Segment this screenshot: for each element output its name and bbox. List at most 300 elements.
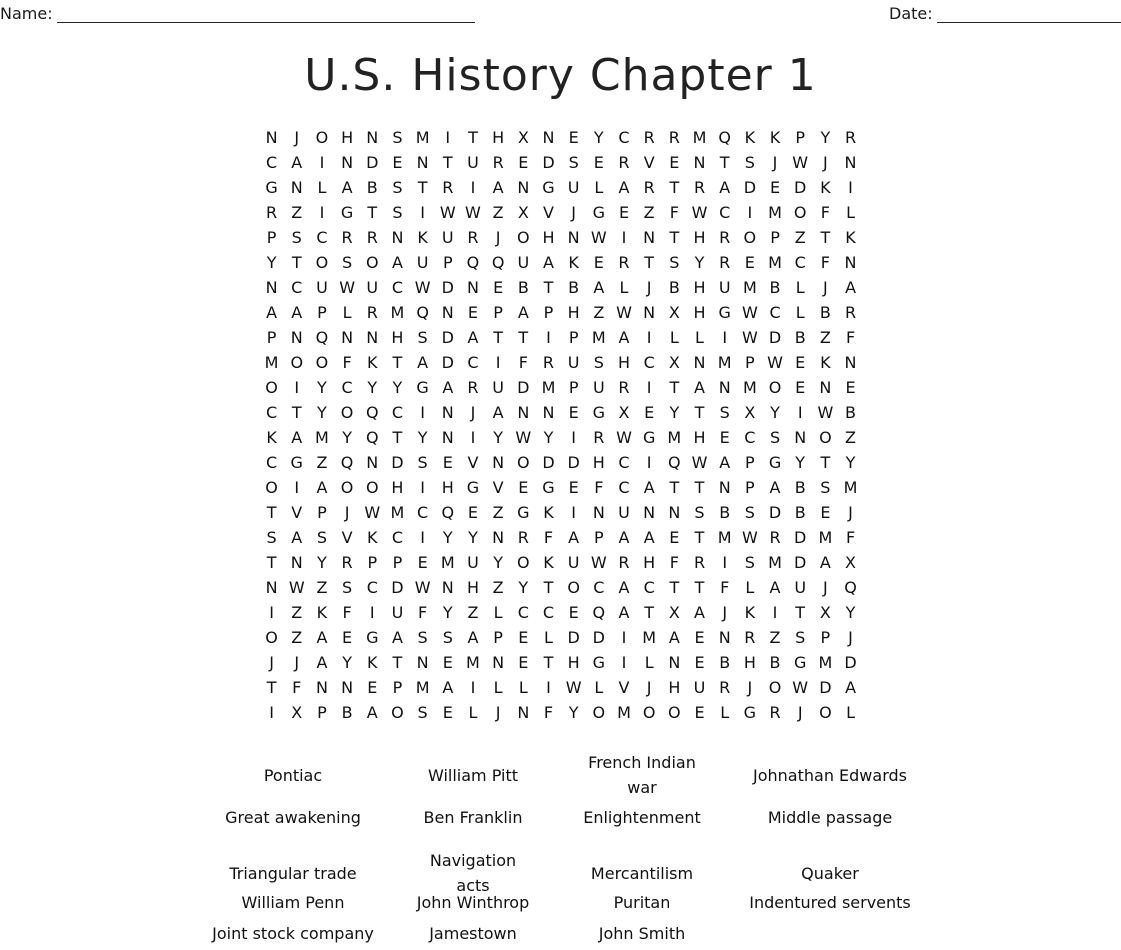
grid-letter[interactable]: K bbox=[744, 603, 756, 622]
grid-letter[interactable]: E bbox=[694, 653, 705, 672]
grid-letter[interactable]: R bbox=[693, 178, 706, 197]
grid-letter[interactable]: N bbox=[290, 178, 303, 197]
grid-letter[interactable]: T bbox=[795, 603, 806, 622]
grid-letter[interactable]: X bbox=[819, 603, 831, 622]
grid-letter[interactable]: Y bbox=[493, 428, 504, 447]
grid-letter[interactable]: H bbox=[592, 453, 605, 472]
grid-letter[interactable]: I bbox=[722, 553, 728, 572]
grid-letter[interactable]: W bbox=[741, 528, 758, 547]
grid-letter[interactable]: N bbox=[290, 553, 303, 572]
grid-letter[interactable]: I bbox=[848, 178, 853, 197]
grid-letter[interactable]: E bbox=[342, 628, 353, 647]
grid-letter[interactable]: Y bbox=[392, 378, 403, 397]
grid-letter[interactable]: Z bbox=[769, 628, 781, 647]
grid-letter[interactable]: U bbox=[567, 353, 580, 372]
grid-letter[interactable]: S bbox=[417, 628, 428, 647]
grid-letter[interactable]: I bbox=[772, 603, 778, 622]
grid-letter[interactable]: N bbox=[341, 328, 354, 347]
grid-letter[interactable]: O bbox=[819, 428, 832, 447]
grid-letter[interactable]: Z bbox=[492, 578, 504, 597]
grid-letter[interactable]: N bbox=[441, 578, 454, 597]
grid-letter[interactable]: K bbox=[367, 653, 378, 672]
grid-letter[interactable]: I bbox=[319, 153, 325, 172]
grid-letter[interactable]: H bbox=[492, 128, 505, 147]
grid-letter[interactable]: G bbox=[366, 628, 379, 647]
date-input-line[interactable] bbox=[937, 8, 1121, 23]
grid-letter[interactable]: M bbox=[768, 203, 782, 222]
grid-letter[interactable]: M bbox=[742, 278, 757, 297]
grid-letter[interactable]: Q bbox=[365, 403, 379, 422]
grid-letter[interactable]: K bbox=[820, 178, 831, 197]
grid-letter[interactable]: M bbox=[843, 478, 858, 497]
grid-letter[interactable]: H bbox=[693, 228, 706, 247]
grid-letter[interactable]: A bbox=[643, 528, 655, 547]
grid-letter[interactable]: P bbox=[317, 703, 327, 722]
grid-letter[interactable]: Y bbox=[669, 403, 680, 422]
grid-letter[interactable]: Q bbox=[315, 328, 329, 347]
grid-letter[interactable]: P bbox=[770, 228, 780, 247]
grid-letter[interactable]: S bbox=[442, 628, 453, 647]
grid-letter[interactable]: A bbox=[291, 303, 303, 322]
grid-letter[interactable]: L bbox=[795, 278, 805, 297]
grid-letter[interactable]: K bbox=[417, 228, 428, 247]
grid-letter[interactable]: U bbox=[718, 278, 731, 297]
grid-letter[interactable]: N bbox=[718, 378, 731, 397]
grid-letter[interactable]: D bbox=[844, 653, 857, 672]
grid-letter[interactable]: H bbox=[617, 353, 630, 372]
grid-letter[interactable]: T bbox=[392, 353, 403, 372]
grid-letter[interactable]: E bbox=[669, 528, 680, 547]
grid-letter[interactable]: B bbox=[568, 278, 580, 297]
grid-letter[interactable]: R bbox=[366, 228, 378, 247]
grid-letter[interactable]: I bbox=[420, 528, 425, 547]
grid-letter[interactable]: N bbox=[819, 378, 832, 397]
grid-letter[interactable]: C bbox=[643, 578, 655, 597]
grid-letter[interactable]: T bbox=[291, 253, 302, 272]
grid-letter[interactable]: A bbox=[568, 528, 580, 547]
grid-letter[interactable]: T bbox=[468, 128, 478, 147]
grid-letter[interactable]: N bbox=[844, 153, 857, 172]
grid-letter[interactable]: T bbox=[694, 478, 705, 497]
grid-letter[interactable]: X bbox=[668, 353, 680, 372]
grid-letter[interactable]: K bbox=[820, 353, 831, 372]
grid-letter[interactable]: S bbox=[820, 478, 831, 497]
grid-letter[interactable]: F bbox=[669, 203, 679, 222]
grid-letter[interactable]: N bbox=[290, 328, 303, 347]
grid-letter[interactable]: R bbox=[618, 378, 630, 397]
grid-letter[interactable]: C bbox=[341, 378, 353, 397]
grid-letter[interactable]: F bbox=[518, 353, 528, 372]
grid-letter[interactable]: C bbox=[744, 428, 756, 447]
grid-letter[interactable]: I bbox=[571, 428, 576, 447]
grid-letter[interactable]: N bbox=[517, 178, 530, 197]
grid-letter[interactable]: T bbox=[644, 253, 655, 272]
grid-letter[interactable]: G bbox=[542, 178, 555, 197]
grid-letter[interactable]: C bbox=[719, 203, 731, 222]
grid-letter[interactable]: N bbox=[668, 503, 681, 522]
grid-letter[interactable]: S bbox=[342, 253, 353, 272]
grid-letter[interactable]: I bbox=[420, 478, 425, 497]
grid-letter[interactable]: T bbox=[417, 178, 428, 197]
grid-letter[interactable]: O bbox=[743, 228, 757, 247]
grid-letter[interactable]: S bbox=[744, 553, 755, 572]
grid-letter[interactable]: Y bbox=[593, 128, 604, 147]
grid-letter[interactable]: I bbox=[571, 503, 576, 522]
grid-letter[interactable]: P bbox=[568, 378, 579, 397]
grid-letter[interactable]: W bbox=[515, 428, 532, 447]
grid-letter[interactable]: N bbox=[643, 503, 656, 522]
grid-letter[interactable]: V bbox=[341, 528, 353, 547]
grid-letter[interactable]: A bbox=[316, 478, 328, 497]
grid-letter[interactable]: B bbox=[819, 303, 831, 322]
grid-letter[interactable]: I bbox=[621, 228, 627, 247]
grid-letter[interactable]: E bbox=[769, 178, 781, 197]
grid-letter[interactable]: I bbox=[294, 478, 300, 497]
grid-letter[interactable]: T bbox=[719, 153, 730, 172]
grid-letter[interactable]: S bbox=[719, 403, 730, 422]
grid-letter[interactable]: E bbox=[568, 403, 579, 422]
grid-letter[interactable]: A bbox=[442, 378, 454, 397]
grid-letter[interactable]: F bbox=[820, 253, 830, 272]
grid-letter[interactable]: S bbox=[669, 253, 680, 272]
grid-letter[interactable]: L bbox=[619, 278, 629, 297]
grid-letter[interactable]: E bbox=[518, 653, 529, 672]
grid-letter[interactable]: T bbox=[392, 653, 403, 672]
grid-letter[interactable]: N bbox=[416, 653, 429, 672]
grid-letter[interactable]: A bbox=[316, 628, 328, 647]
grid-letter[interactable]: N bbox=[466, 278, 479, 297]
grid-letter[interactable]: Y bbox=[568, 703, 579, 722]
grid-letter[interactable]: E bbox=[593, 153, 604, 172]
grid-letter[interactable]: J bbox=[495, 703, 501, 722]
grid-letter[interactable]: E bbox=[417, 553, 428, 572]
grid-letter[interactable]: Q bbox=[365, 428, 379, 447]
grid-letter[interactable]: J bbox=[495, 228, 501, 247]
grid-letter[interactable]: Y bbox=[543, 428, 554, 447]
grid-letter[interactable]: M bbox=[390, 303, 405, 322]
grid-letter[interactable]: D bbox=[391, 578, 404, 597]
grid-letter[interactable]: O bbox=[265, 628, 278, 647]
grid-letter[interactable]: Y bbox=[342, 428, 352, 447]
grid-letter[interactable]: P bbox=[493, 628, 503, 647]
grid-letter[interactable]: A bbox=[719, 178, 731, 197]
grid-letter[interactable]: N bbox=[391, 228, 404, 247]
grid-letter[interactable]: J bbox=[470, 403, 476, 422]
grid-letter[interactable]: I bbox=[621, 653, 627, 672]
grid-letter[interactable]: Y bbox=[493, 553, 504, 572]
grid-letter[interactable]: G bbox=[265, 178, 278, 197]
grid-letter[interactable]: E bbox=[744, 253, 755, 272]
grid-letter[interactable]: N bbox=[693, 353, 706, 372]
grid-letter[interactable]: C bbox=[391, 528, 404, 547]
grid-letter[interactable]: M bbox=[692, 128, 707, 147]
grid-letter[interactable]: N bbox=[517, 703, 530, 722]
grid-letter[interactable]: X bbox=[668, 303, 680, 322]
grid-letter[interactable]: R bbox=[668, 128, 680, 147]
grid-letter[interactable]: I bbox=[546, 328, 551, 347]
grid-letter[interactable]: J bbox=[294, 653, 300, 672]
grid-letter[interactable]: H bbox=[567, 303, 580, 322]
grid-letter[interactable]: N bbox=[794, 428, 807, 447]
grid-letter[interactable]: C bbox=[391, 403, 404, 422]
grid-letter[interactable]: F bbox=[543, 528, 554, 547]
grid-letter[interactable]: A bbox=[366, 703, 378, 722]
grid-letter[interactable]: E bbox=[719, 428, 730, 447]
grid-letter[interactable]: N bbox=[265, 278, 278, 297]
grid-letter[interactable]: P bbox=[745, 478, 755, 497]
grid-letter[interactable]: N bbox=[492, 528, 505, 547]
grid-letter[interactable]: K bbox=[367, 353, 378, 372]
grid-letter[interactable]: E bbox=[795, 378, 806, 397]
grid-letter[interactable]: N bbox=[341, 678, 354, 697]
grid-letter[interactable]: W bbox=[792, 153, 809, 172]
grid-letter[interactable]: I bbox=[646, 453, 652, 472]
grid-letter[interactable]: E bbox=[568, 478, 579, 497]
grid-letter[interactable]: B bbox=[769, 653, 781, 672]
grid-letter[interactable]: P bbox=[392, 678, 403, 697]
grid-letter[interactable]: Q bbox=[668, 453, 681, 472]
grid-letter[interactable]: E bbox=[845, 378, 856, 397]
grid-letter[interactable]: D bbox=[366, 153, 379, 172]
grid-letter[interactable]: R bbox=[618, 553, 630, 572]
grid-letter[interactable]: J bbox=[722, 603, 728, 622]
grid-letter[interactable]: V bbox=[618, 678, 630, 697]
grid-letter[interactable]: T bbox=[266, 503, 277, 522]
grid-letter[interactable]: W bbox=[792, 678, 809, 697]
grid-letter[interactable]: D bbox=[592, 628, 605, 647]
grid-letter[interactable]: C bbox=[366, 578, 378, 597]
grid-letter[interactable]: O bbox=[365, 253, 379, 272]
grid-letter[interactable]: M bbox=[390, 503, 405, 522]
grid-letter[interactable]: T bbox=[694, 528, 705, 547]
grid-letter[interactable]: T bbox=[291, 403, 302, 422]
grid-letter[interactable]: E bbox=[694, 628, 705, 647]
grid-letter[interactable]: W bbox=[439, 203, 456, 222]
grid-letter[interactable]: A bbox=[593, 278, 605, 297]
grid-letter[interactable]: L bbox=[846, 703, 855, 722]
grid-letter[interactable]: N bbox=[542, 403, 555, 422]
grid-letter[interactable]: S bbox=[769, 428, 781, 447]
grid-letter[interactable]: P bbox=[367, 553, 378, 572]
grid-letter[interactable]: R bbox=[467, 378, 479, 397]
grid-letter[interactable]: L bbox=[317, 178, 327, 197]
grid-letter[interactable]: R bbox=[467, 228, 479, 247]
grid-letter[interactable]: Z bbox=[593, 303, 605, 322]
grid-letter[interactable]: I bbox=[722, 328, 728, 347]
grid-letter[interactable]: T bbox=[694, 403, 705, 422]
grid-letter[interactable]: A bbox=[694, 378, 705, 397]
grid-letter[interactable]: Y bbox=[417, 428, 428, 447]
grid-letter[interactable]: S bbox=[795, 628, 806, 647]
grid-letter[interactable]: L bbox=[644, 653, 654, 672]
grid-letter[interactable]: A bbox=[643, 478, 655, 497]
grid-letter[interactable]: R bbox=[719, 678, 731, 697]
grid-letter[interactable]: S bbox=[342, 578, 353, 597]
grid-letter[interactable]: C bbox=[417, 503, 429, 522]
grid-letter[interactable]: C bbox=[316, 228, 328, 247]
grid-letter[interactable]: U bbox=[618, 503, 630, 522]
grid-letter[interactable]: Y bbox=[367, 378, 378, 397]
grid-letter[interactable]: S bbox=[417, 328, 428, 347]
grid-letter[interactable]: S bbox=[417, 703, 428, 722]
grid-letter[interactable]: A bbox=[492, 403, 504, 422]
grid-letter[interactable]: K bbox=[845, 228, 856, 247]
grid-letter[interactable]: U bbox=[592, 378, 605, 397]
grid-letter[interactable]: D bbox=[794, 553, 807, 572]
grid-letter[interactable]: O bbox=[668, 703, 681, 722]
grid-letter[interactable]: R bbox=[844, 303, 857, 322]
grid-letter[interactable]: T bbox=[669, 228, 680, 247]
grid-letter[interactable]: G bbox=[718, 303, 731, 322]
grid-letter[interactable]: N bbox=[265, 128, 278, 147]
grid-letter[interactable]: N bbox=[718, 478, 731, 497]
grid-letter[interactable]: N bbox=[567, 228, 580, 247]
grid-letter[interactable]: S bbox=[744, 503, 755, 522]
grid-letter[interactable]: M bbox=[415, 128, 430, 147]
grid-letter[interactable]: P bbox=[266, 228, 277, 247]
grid-letter[interactable]: S bbox=[392, 178, 403, 197]
name-input-line[interactable] bbox=[57, 8, 475, 23]
grid-letter[interactable]: R bbox=[769, 703, 781, 722]
grid-letter[interactable]: Z bbox=[316, 453, 328, 472]
grid-letter[interactable]: O bbox=[768, 678, 782, 697]
grid-letter[interactable]: F bbox=[720, 578, 730, 597]
grid-letter[interactable]: J bbox=[797, 703, 803, 722]
grid-letter[interactable]: D bbox=[794, 528, 807, 547]
grid-letter[interactable]: B bbox=[794, 503, 806, 522]
grid-letter[interactable]: D bbox=[743, 178, 757, 197]
grid-letter[interactable]: U bbox=[492, 378, 504, 397]
grid-letter[interactable]: C bbox=[618, 453, 630, 472]
grid-letter[interactable]: L bbox=[544, 628, 553, 647]
grid-letter[interactable]: V bbox=[643, 153, 655, 172]
grid-letter[interactable]: O bbox=[768, 378, 782, 397]
grid-letter[interactable]: O bbox=[315, 128, 329, 147]
grid-letter[interactable]: P bbox=[317, 303, 327, 322]
grid-letter[interactable]: Y bbox=[317, 553, 327, 572]
grid-letter[interactable]: Y bbox=[820, 128, 831, 147]
grid-letter[interactable]: O bbox=[517, 228, 530, 247]
grid-letter[interactable]: M bbox=[818, 528, 833, 547]
grid-letter[interactable]: R bbox=[719, 253, 731, 272]
grid-letter[interactable]: Y bbox=[770, 403, 780, 422]
grid-letter[interactable]: C bbox=[618, 478, 630, 497]
grid-letter[interactable]: S bbox=[568, 153, 579, 172]
grid-letter[interactable]: E bbox=[644, 403, 655, 422]
grid-letter[interactable]: H bbox=[693, 278, 706, 297]
grid-letter[interactable]: H bbox=[693, 428, 706, 447]
grid-letter[interactable]: E bbox=[669, 153, 680, 172]
grid-letter[interactable]: F bbox=[669, 553, 679, 572]
grid-letter[interactable]: R bbox=[643, 178, 655, 197]
grid-letter[interactable]: D bbox=[794, 178, 807, 197]
grid-letter[interactable]: O bbox=[642, 703, 656, 722]
grid-letter[interactable]: A bbox=[492, 178, 504, 197]
grid-letter[interactable]: I bbox=[747, 203, 753, 222]
grid-letter[interactable]: Z bbox=[291, 603, 303, 622]
grid-letter[interactable]: P bbox=[745, 353, 755, 372]
grid-letter[interactable]: Y bbox=[518, 578, 529, 597]
grid-letter[interactable]: A bbox=[517, 303, 529, 322]
grid-letter[interactable]: Z bbox=[819, 328, 831, 347]
grid-letter[interactable]: M bbox=[315, 428, 329, 447]
grid-letter[interactable]: A bbox=[819, 553, 831, 572]
grid-letter[interactable]: I bbox=[319, 203, 325, 222]
grid-letter[interactable]: F bbox=[292, 678, 302, 697]
grid-letter[interactable]: M bbox=[742, 378, 757, 397]
grid-letter[interactable]: O bbox=[340, 403, 354, 422]
grid-letter[interactable]: A bbox=[668, 628, 680, 647]
grid-letter[interactable]: W bbox=[691, 203, 708, 222]
grid-letter[interactable]: I bbox=[646, 378, 652, 397]
grid-letter[interactable]: N bbox=[718, 628, 731, 647]
grid-letter[interactable]: A bbox=[543, 253, 554, 272]
grid-letter[interactable]: R bbox=[744, 628, 756, 647]
grid-letter[interactable]: L bbox=[493, 678, 503, 697]
grid-letter[interactable]: N bbox=[643, 228, 656, 247]
grid-letter[interactable]: C bbox=[266, 403, 278, 422]
grid-letter[interactable]: G bbox=[592, 403, 606, 422]
grid-letter[interactable]: J bbox=[848, 628, 853, 647]
grid-letter[interactable]: Q bbox=[491, 253, 505, 272]
grid-letter[interactable]: K bbox=[316, 603, 328, 622]
grid-letter[interactable]: A bbox=[417, 353, 429, 372]
grid-letter[interactable]: O bbox=[365, 478, 379, 497]
grid-letter[interactable]: J bbox=[344, 503, 350, 522]
grid-letter[interactable]: X bbox=[517, 203, 529, 222]
grid-letter[interactable]: N bbox=[492, 453, 505, 472]
grid-letter[interactable]: U bbox=[366, 278, 379, 297]
grid-letter[interactable]: F bbox=[845, 528, 856, 547]
grid-letter[interactable]: N bbox=[366, 453, 379, 472]
grid-letter[interactable]: N bbox=[416, 153, 429, 172]
grid-letter[interactable]: G bbox=[542, 478, 555, 497]
grid-letter[interactable]: C bbox=[391, 278, 404, 297]
grid-letter[interactable]: B bbox=[719, 653, 731, 672]
grid-letter[interactable]: L bbox=[846, 203, 855, 222]
grid-letter[interactable]: L bbox=[468, 703, 478, 722]
grid-letter[interactable]: H bbox=[391, 478, 404, 497]
grid-letter[interactable]: W bbox=[465, 203, 481, 222]
grid-letter[interactable]: W bbox=[616, 303, 632, 322]
grid-letter[interactable]: Z bbox=[643, 203, 655, 222]
grid-letter[interactable]: E bbox=[694, 703, 705, 722]
grid-letter[interactable]: H bbox=[466, 578, 479, 597]
grid-letter[interactable]: E bbox=[518, 628, 529, 647]
grid-letter[interactable]: K bbox=[744, 128, 756, 147]
grid-letter[interactable]: D bbox=[441, 328, 454, 347]
grid-letter[interactable]: E bbox=[568, 603, 579, 622]
grid-letter[interactable]: P bbox=[745, 453, 755, 472]
grid-letter[interactable]: S bbox=[291, 228, 302, 247]
grid-letter[interactable]: E bbox=[518, 153, 529, 172]
grid-letter[interactable]: I bbox=[470, 428, 476, 447]
grid-letter[interactable]: I bbox=[470, 678, 476, 697]
grid-letter[interactable]: A bbox=[618, 578, 630, 597]
grid-letter[interactable]: S bbox=[744, 153, 755, 172]
grid-letter[interactable]: N bbox=[441, 403, 454, 422]
grid-letter[interactable]: J bbox=[571, 203, 576, 222]
grid-letter[interactable]: W bbox=[590, 553, 607, 572]
grid-letter[interactable]: U bbox=[441, 228, 454, 247]
grid-letter[interactable]: A bbox=[618, 178, 630, 197]
grid-letter[interactable]: J bbox=[823, 278, 828, 297]
grid-letter[interactable]: O bbox=[265, 378, 278, 397]
grid-letter[interactable]: M bbox=[591, 328, 606, 347]
grid-letter[interactable]: O bbox=[567, 578, 580, 597]
grid-letter[interactable]: R bbox=[618, 153, 630, 172]
grid-letter[interactable]: E bbox=[493, 278, 504, 297]
